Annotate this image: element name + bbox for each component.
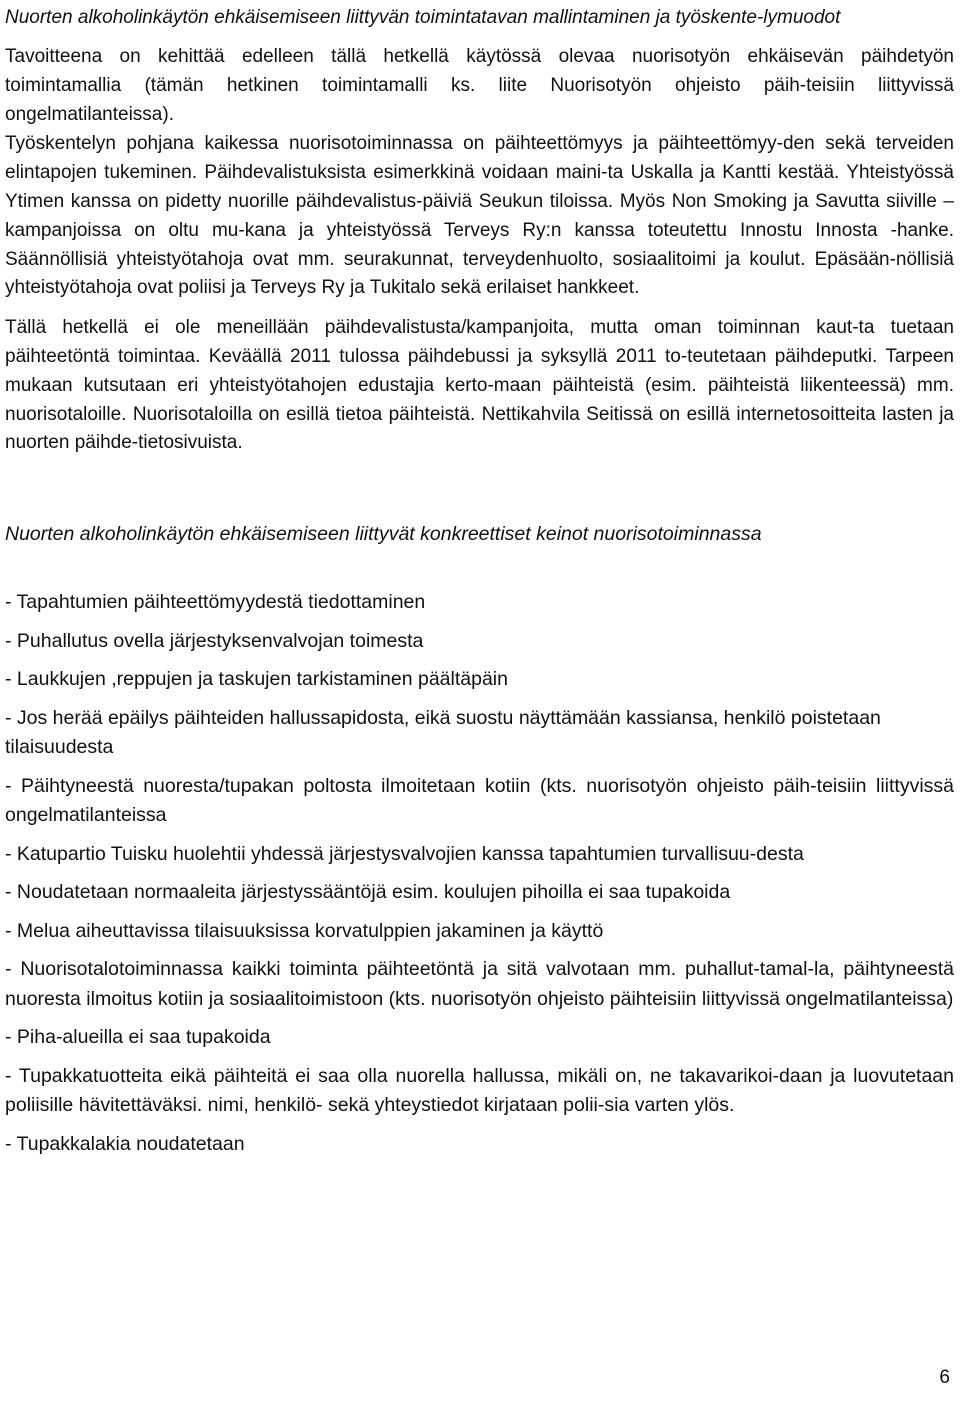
concrete-means-list [5,588,954,1159]
list-item: - Päihtyneestä nuoresta/tupakan poltosta ilmoitetaan kotiin (kts. nuorisotyön ohjeisto päih-teisiin liittyvissä ongelmatilanteissa [5,774,954,827]
list-item: - Noudatetaan normaaleita järjestyssääntöjä esim. koulujen pihoilla ei saa tupakoida [5,881,731,904]
list-item: - Tupakkatuotteita eikä päihteitä ei saa olla nuorella hallussa, mikäli on, ne takavarikoi-daan ja luovutetaan poliisille hävitettäväksi. nimi, henkilö- sekä yhteystiedot kirjataan polii-sia varten ylös. [5,1064,954,1117]
list-item: - Tapahtumien päihteettömyydestä tiedottaminen [5,591,426,614]
section-heading-modeling: Nuorten alkoholinkäytön ehkäisemiseen liittyvän toimintatavan mallintaminen ja työskente-lymuodot [5,7,841,28]
section-heading-concrete-means: Nuorten alkoholinkäytön ehkäisemiseen liittyvät konkreettiset keinot nuorisotoiminnassa [5,523,762,546]
list-item: - Jos herää epäilys päihteiden hallussapidosta, eikä suostu näyttämään kassiansa, henkilö poistetaan tilaisuudesta [5,706,881,759]
paragraph-goal: Tavoitteena on kehittää edelleen tällä hetkellä käytössä olevaa nuorisotyön ehkäisevän päihdetyön toimintamallia (tämän hetkinen toimintamalli ks. liite Nuorisotyön ohjeisto päih-teisiin liittyvissä ongelmatilanteissa). [5,46,954,125]
list-item: - Laukkujen ,reppujen ja taskujen tarkistaminen päältäpäin [5,668,508,691]
list-item: - Melua aiheuttavissa tilaisuuksissa korvatulppien jakaminen ja käyttö [5,919,604,942]
list-item: - Tupakkalakia noudatetaan [5,1132,245,1155]
paragraph-working-basis: Työskentelyn pohjana kaikessa nuorisotoiminnassa on päihteettömyys ja päihteettömyy-den sekä terveiden elintapojen tukeminen. Päihdevalistuksista esimerkkinä voidaan maini-ta Uskalla ja Kantti kestää. Yhteistyössä Ytimen kanssa on pidetty nuorille päihdevalistus-päiviä Seukun tiloissa. Myös Non Smoking ja Savutta siiville – kampanjoissa on oltu mu-kana ja yhteistyössä Terveys Ry:n kanssa toteutettu Innostu Innosta -hanke. Säännöllisiä yhteistyötahoja ovat mm. seurakunnat, terveydenhuolto, sosiaalitoimi ja koulut. Epäsään-nöllisiä yhteistyötahoja ovat poliisi ja Terveys Ry ja Tukitalo sekä erilaiset hankkeet. [5,133,954,299]
paragraph-current-campaigns: Tällä hetkellä ei ole meneillään päihdevalistusta/kampanjoita, mutta oman toiminnan kaut-ta tuetaan päihteetöntä toimintaa. Keväällä 2011 tulossa päihdebussi ja syksyllä 2011 to-teutetaan päihdeputki. Tarpeen mukaan kutsutaan eri yhteistyötahojen edustajia kerto-maan päihteistä (esim. päihteistä liikenteessä) mm. nuorisotaloille. Nuorisotaloilla on esillä tietoa päihteistä. Nettikahvila Seitissä on esillä internetosoitteita lasten ja nuorten päihde-tietosivuista. [5,317,954,454]
list-item: - Katupartio Tuisku huolehtii yhdessä järjestysvalvojien kanssa tapahtumien turvallisuu-desta [5,842,804,865]
list-item: - Puhallutus ovella järjestyksenvalvojan toimesta [5,629,424,652]
list-item: - Nuorisotalotoiminnassa kaikki toiminta päihteetöntä ja sitä valvotaan mm. puhallut-tamal-la, päihtyneestä nuoresta ilmoitus kotiin ja sosiaalitoimistoon (kts. nuorisotyön ohjeisto päihteisiin liittyvissä ongelmatilanteissa) [5,958,954,1010]
list-item: - Piha-alueilla ei saa tupakoida [5,1026,271,1049]
page-number: 6 [939,1367,950,1388]
